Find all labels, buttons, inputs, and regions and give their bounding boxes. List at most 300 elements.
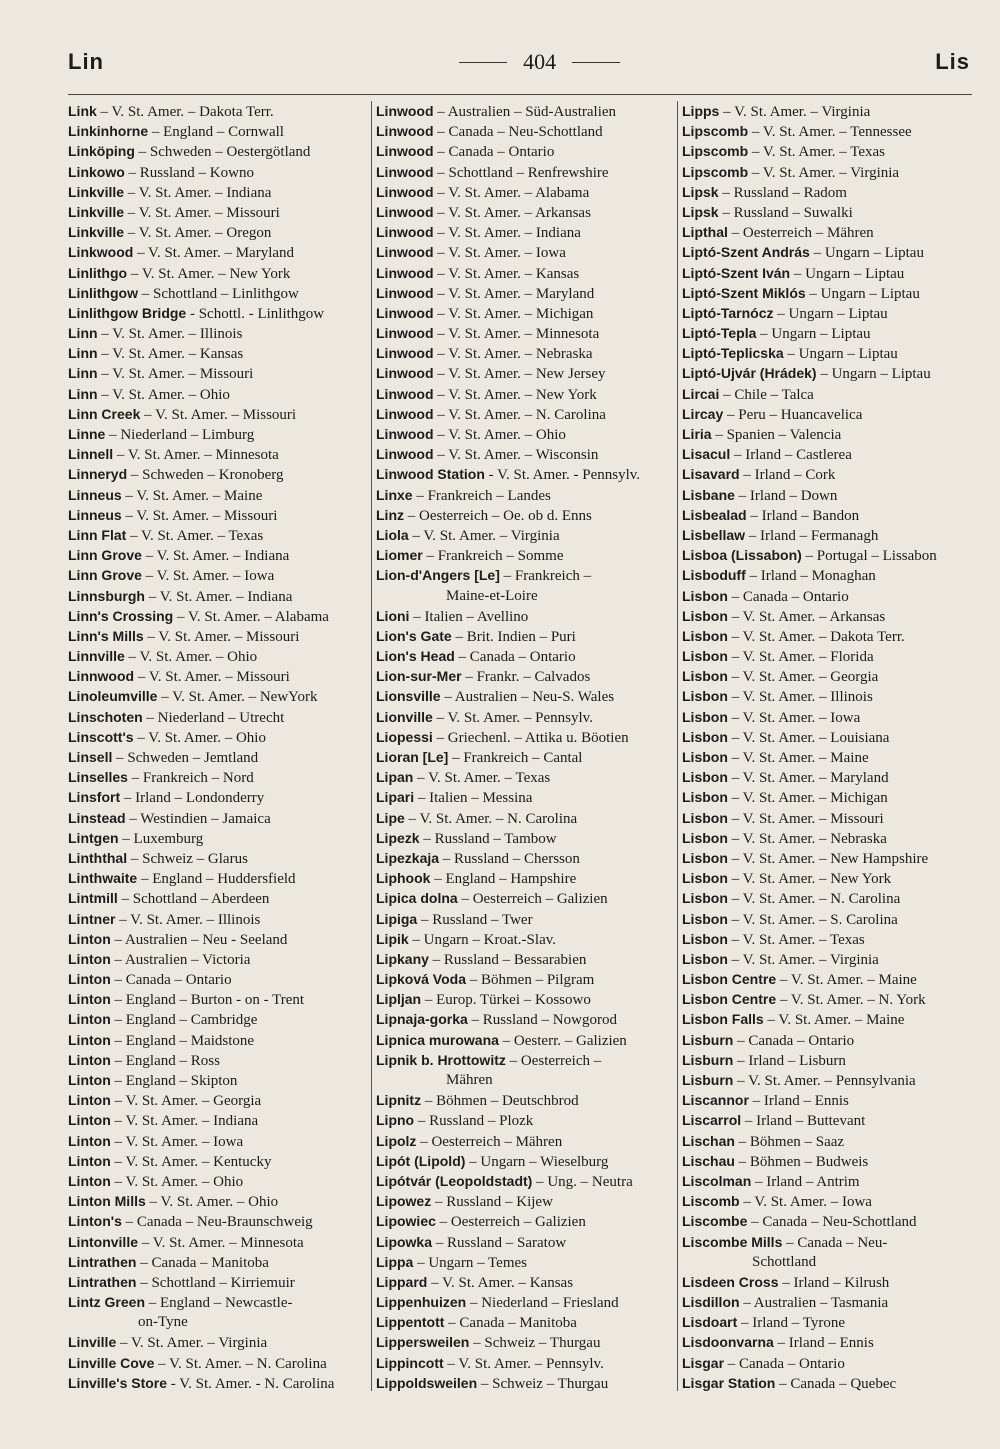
entry-location: – England – Hampshire: [430, 871, 577, 888]
gazetteer-entry: [68, 929, 364, 949]
gazetteer-entry: [682, 1353, 978, 1373]
gazetteer-entry: [376, 1090, 672, 1110]
entry-location: – Canada – Neu-Schottland: [433, 124, 603, 141]
gazetteer-entry: [682, 162, 978, 182]
entry-place-name: Lisdoart: [682, 1314, 738, 1331]
gazetteer-entry: [376, 828, 672, 848]
entry-location: - V. St. Amer. - N. Carolina: [167, 1375, 335, 1392]
entry-place-name: Linwood: [376, 103, 434, 119]
entry-place-name: Lisbon: [682, 749, 728, 765]
entry-place-name: Lipowka: [376, 1233, 433, 1250]
entry-place-name: Linton: [68, 1072, 111, 1088]
entry-place-name: Linn: [68, 365, 98, 382]
entry-location: – Niederland – Friesland: [466, 1295, 619, 1312]
header-rule-left: [459, 62, 507, 63]
entry-location: on-Tyne: [138, 1314, 188, 1331]
entry-location: – Spanien – Valencia: [711, 427, 842, 443]
entry-location: – V. St. Amer. – Texas: [727, 931, 865, 948]
entry-location: – Oesterr. – Galizien: [498, 1032, 627, 1049]
entry-location: – V. St. Amer. – N. Carolina: [433, 406, 606, 423]
entry-place-name: Lipsk: [682, 203, 719, 220]
entry-location: – Irland – Ennis: [773, 1335, 874, 1352]
entry-place-name: Lisbon: [682, 668, 728, 685]
entry-place-name: Lipik: [376, 930, 409, 947]
gazetteer-entry: [376, 1292, 672, 1312]
gazetteer-entry: [682, 565, 978, 585]
gazetteer-entry: [68, 363, 364, 383]
entry-location: – Irland – Antrim: [751, 1173, 860, 1190]
entry-location: – Schweden – Oestergötland: [134, 144, 311, 161]
entry-place-name: Lisbon: [682, 607, 728, 624]
entry-place-name: Lipan: [376, 769, 414, 786]
entry-location: – V. St. Amer. – Minnesota: [113, 447, 279, 464]
entry-place-name: Linwood: [376, 123, 434, 140]
gazetteer-entry: [682, 1191, 978, 1211]
entry-place-name: Liphook: [376, 870, 431, 887]
entry-location: – Italien – Messina: [414, 790, 533, 807]
entry-place-name: Linwood Station: [376, 466, 485, 483]
entry-place-name: Linwood: [376, 446, 434, 463]
entry-location: – Böhmen – Budweis: [734, 1153, 869, 1170]
gazetteer-entry: [68, 263, 364, 283]
entry-location: – Frankreich – Landes: [412, 487, 551, 504]
gazetteer-entry: [376, 384, 672, 404]
gazetteer-entry: [376, 202, 672, 222]
entry-location: – V. St. Amer. – Louisiana: [727, 729, 890, 746]
entry-place-name: Lisbon: [682, 829, 728, 846]
entry-place-name: Linwood: [376, 426, 434, 442]
entry-place-name: Liptó-Szent András: [682, 244, 810, 261]
entry-location: – Italien – Avellino: [409, 608, 529, 625]
entry-place-name: Linlithgo: [68, 264, 128, 281]
gazetteer-entry: [682, 485, 978, 505]
entry-place-name: Linton: [68, 1172, 111, 1189]
gazetteer-entry: [68, 485, 364, 505]
gazetteer-entry: [682, 586, 978, 606]
entry-place-name: Lisbon: [682, 789, 728, 806]
entry-location: – Ung. – Neutra: [532, 1173, 633, 1190]
entry-location: – V. St. Amer. – Alabama: [433, 184, 590, 201]
gazetteer-entry: [682, 828, 978, 848]
gazetteer-entry: [682, 1272, 978, 1292]
entry-place-name: Lipezkaja: [376, 849, 440, 866]
gazetteer-entry: [682, 747, 978, 767]
gazetteer-entry: [376, 969, 672, 989]
gazetteer-entry: [68, 1232, 364, 1252]
entry-location: – V. St. Amer. – Nebraska: [727, 830, 887, 847]
entry-location: – Böhmen – Saaz: [734, 1133, 845, 1150]
entry-location: – Europ. Türkei – Kossowo: [421, 992, 591, 1009]
gazetteer-entry: [376, 121, 672, 141]
entry-place-name: Lionsville: [376, 688, 441, 705]
entry-location: – V. St. Amer. – Ohio: [124, 649, 258, 666]
entry-location: – V. St. Amer. – Maine: [121, 487, 263, 504]
entry-place-name: Liptó-Teplicska: [682, 345, 784, 362]
entry-place-name: Lisbon: [682, 809, 728, 826]
gazetteer-entry: [682, 202, 978, 222]
gazetteer-entry: [376, 1151, 672, 1171]
gazetteer-entry: [376, 363, 672, 383]
entry-location: – V. St. Amer. – Iowa: [110, 1133, 244, 1150]
entry-location: – England – Cornwall: [148, 124, 284, 141]
gazetteer-entry: [68, 1070, 364, 1090]
entry-place-name: Liscarrol: [682, 1112, 742, 1129]
entry-location: – V. St. Amer. – Michigan: [727, 790, 888, 807]
entry-place-name: Liscombe Mills: [682, 1233, 783, 1250]
gazetteer-entry: [682, 283, 978, 303]
entry-place-name: Lisbon Centre: [682, 971, 777, 988]
entry-location: – V. St. Amer. – Virginia: [116, 1335, 268, 1352]
entry-location: – Niederland – Limburg: [105, 427, 255, 443]
entry-location: – Schweiz – Thurgau: [469, 1335, 601, 1352]
entry-location: – Ungarn – Kroat.-Slav.: [408, 931, 556, 948]
entry-location: – Canada – Ontario: [454, 649, 576, 666]
entry-location: – V. St. Amer. – Georgia: [110, 1093, 262, 1110]
entry-location: – V. St. Amer. – Indiana: [433, 225, 581, 242]
gazetteer-entry: [682, 1171, 978, 1191]
gazetteer-entry: [68, 222, 364, 242]
entry-location: – Schweiz – Thurgau: [477, 1375, 609, 1392]
entry-location: – Russland – Radom: [718, 184, 847, 201]
entry-place-name: Lisdeen Cross: [682, 1273, 779, 1290]
entry-place-name: Lisbon: [682, 870, 728, 887]
gazetteer-entry: [682, 1050, 978, 1070]
entry-place-name: Linton: [68, 930, 111, 947]
entry-place-name: Lipsk: [682, 183, 719, 200]
entry-location: – Russland – Twer: [417, 911, 533, 928]
gazetteer-entry: [68, 848, 364, 868]
entry-location: – Schottland – Kirriemuir: [136, 1274, 295, 1291]
gazetteer-entry: [68, 505, 364, 525]
gazetteer-entry: [68, 1090, 364, 1110]
entry-place-name: Linton: [68, 1112, 111, 1129]
gazetteer-entry: [682, 1090, 978, 1110]
entry-place-name: Lisbane: [682, 486, 735, 503]
gazetteer-entry: [68, 707, 364, 727]
entry-place-name: Linscott's: [68, 728, 134, 745]
entry-place-name: Linton: [68, 1132, 111, 1149]
page-number: 404: [523, 49, 557, 74]
gazetteer-entry: [68, 141, 364, 161]
gazetteer-entry: [682, 666, 978, 686]
gazetteer-entry: [682, 141, 978, 161]
entry-location: – V. St. Amer. – Texas: [413, 770, 551, 787]
entry-place-name: Linn: [68, 325, 98, 342]
gazetteer-entry: [376, 1171, 672, 1191]
entry-place-name: Lippentott: [376, 1314, 445, 1331]
gazetteer-entry: [682, 263, 978, 283]
entry-location: – Irland – Lisburn: [733, 1052, 846, 1069]
entry-place-name: Linville: [68, 1334, 117, 1351]
entry-place-name: Linxe: [376, 486, 413, 503]
entry-place-name: Lipót (Lipold): [376, 1152, 466, 1169]
entry-place-name: Linwood: [376, 365, 434, 382]
entry-place-name: Lisbon: [682, 769, 728, 786]
gazetteer-entry: [376, 1373, 672, 1393]
entry-place-name: Lion's Head: [376, 648, 455, 665]
entry-place-name: Linz: [376, 506, 404, 523]
gazetteer-entry: [68, 162, 364, 182]
entry-location: – V. St. Amer. – Maine: [776, 972, 917, 989]
entry-place-name: Lisbon: [682, 688, 728, 705]
entry-place-name: Linwood: [376, 405, 434, 422]
gazetteer-entry: [376, 343, 672, 363]
entry-place-name: Lippenhuizen: [376, 1294, 467, 1311]
entry-place-name: Linwood: [376, 385, 434, 402]
entry-place-name: Lipljan: [376, 991, 422, 1008]
entry-place-name: Lipnik b. Hrottowitz: [376, 1051, 506, 1068]
entry-location: – Canada – Manitoba: [444, 1315, 577, 1332]
gazetteer-entry: [376, 1030, 672, 1050]
entry-place-name: Lisburn: [682, 1072, 734, 1088]
gazetteer-entry: [682, 888, 978, 908]
gazetteer-entry: [376, 1232, 672, 1252]
entry-location: – V. St. Amer. – Missouri: [134, 669, 290, 686]
entry-place-name: Lisbon: [682, 708, 728, 725]
entry-location: – Oesterreich – Galizien: [457, 891, 608, 908]
entry-location: – V. St. Amer. – Kansas: [427, 1274, 574, 1291]
gazetteer-entry: [376, 182, 672, 202]
gazetteer-entry: [68, 464, 364, 484]
entry-location: – V. St. Amer. – Missouri: [140, 406, 297, 423]
entry-location: – V. St. Amer. – New Jersey: [433, 366, 606, 383]
entry-place-name: Lipowiec: [376, 1213, 436, 1230]
entry-location: – Canada – Neu-: [782, 1234, 888, 1251]
entry-location: – V. St. Amer. – Maryland: [727, 770, 889, 787]
entry-place-name: Linnwood: [68, 668, 135, 685]
entry-location: – V. St. Amer. – N. Carolina: [154, 1355, 327, 1372]
entry-location: – V. St. Amer. – Maryland: [133, 245, 295, 262]
entry-location: – V. St. Amer. – Illinois: [115, 911, 261, 928]
entry-place-name: Linn: [68, 345, 98, 362]
entry-location: – Oesterreich – Mähren: [727, 225, 874, 242]
entry-location: – Irland – Fermanagh: [745, 527, 879, 544]
entry-place-name: Lisgar: [682, 1354, 725, 1371]
entry-location: – V. St. Amer. – Missouri: [143, 628, 300, 645]
entry-place-name: Lionville: [376, 708, 433, 725]
entry-location: – V. St. Amer. – Dakota Terr.: [96, 104, 274, 120]
page-number-group: [459, 49, 620, 75]
entry-location: – Canada – Ontario: [433, 144, 555, 161]
entry-location: – Niederland – Utrecht: [142, 709, 285, 726]
entry-location: – V. St. Amer. – Indiana: [110, 1113, 259, 1130]
entry-location: – V. St. Amer. – Missouri: [124, 204, 280, 221]
gazetteer-entry: [682, 1070, 978, 1090]
entry-place-name: Lisbon: [682, 930, 728, 947]
entry-location: – V. St. Amer. – NewYork: [157, 689, 318, 706]
gazetteer-entry: [376, 666, 672, 686]
entry-location: – V. St. Amer. – Texas: [126, 527, 264, 544]
entry-place-name: Linselles: [68, 769, 128, 786]
gazetteer-entry: [376, 444, 672, 464]
entry-place-name: Lipezk: [376, 829, 420, 846]
entry-location: – V. St. Amer. – Michigan: [433, 305, 594, 322]
gazetteer-entry: [376, 525, 672, 545]
gazetteer-entry: [682, 505, 978, 525]
entry-location: – V. St. Amer. – Florida: [727, 649, 874, 666]
entry-location: – V. St. Amer. – Missouri: [97, 366, 254, 383]
entry-location: – Irland – Monaghan: [745, 568, 876, 585]
entry-place-name: Linn Grove: [68, 567, 142, 584]
entry-place-name: Lion-d'Angers [Le]: [376, 567, 500, 584]
entry-place-name: Lintgen: [68, 829, 119, 846]
entry-place-name: Lipnaja-gorka: [376, 1011, 468, 1028]
gazetteer-entry: [682, 525, 978, 545]
entry-place-name: Linnell: [68, 446, 114, 463]
entry-place-name: Linschoten: [68, 708, 143, 725]
gazetteer-entry: [682, 1151, 978, 1171]
entry-location: – Canada – Ontario: [724, 1355, 845, 1372]
gazetteer-entry: [68, 1131, 364, 1151]
entry-location: – V. St. Amer. – Nebraska: [433, 346, 593, 363]
gazetteer-entry: [68, 182, 364, 202]
gazetteer-entry: [376, 1353, 672, 1373]
entry-location: – England – Ross: [110, 1052, 220, 1069]
entry-place-name: Lischan: [682, 1132, 735, 1149]
gazetteer-entry: [682, 464, 978, 484]
entry-place-name: Lipnitz: [376, 1092, 422, 1109]
entry-place-name: Liptó-Szent Miklós: [682, 284, 806, 301]
entry-location: – Russland – Saratow: [432, 1234, 567, 1251]
entry-location: – V. St. Amer. – Georgia: [727, 669, 879, 686]
gazetteer-entry: [682, 182, 978, 202]
gazetteer-entry: [376, 929, 672, 949]
entry-location: – V. St. Amer. – Minnesota: [138, 1234, 304, 1251]
gazetteer-entry: [376, 646, 672, 666]
gazetteer-entry: [376, 686, 672, 706]
entry-place-name: Liptó-Tepla: [682, 325, 757, 342]
entry-location: – Australien – Neu - Seeland: [110, 931, 288, 948]
entry-location: Mähren: [446, 1072, 493, 1088]
gazetteer-entry: [376, 767, 672, 787]
entry-place-name: Linneus: [68, 506, 122, 523]
entry-location: – Irland – Kilrush: [778, 1274, 890, 1291]
entry-place-name: Linkwood: [68, 244, 134, 261]
gazetteer-entry: [682, 1131, 978, 1151]
gazetteer-entry: [376, 485, 672, 505]
entry-location: – Canada – Manitoba: [136, 1254, 269, 1271]
gazetteer-entry: [68, 525, 364, 545]
entry-place-name: Linton's: [68, 1213, 122, 1230]
gazetteer-entry: [68, 1151, 364, 1171]
entry-location: – Ungarn – Liptau: [773, 305, 888, 322]
entry-place-name: Linton: [68, 950, 111, 967]
gazetteer-entry: [376, 1009, 672, 1029]
entry-place-name: Lisboduff: [682, 567, 746, 584]
entry-place-name: Lisbon: [682, 910, 728, 927]
gazetteer-entry: [376, 989, 672, 1009]
gazetteer-entry: [682, 404, 978, 424]
gazetteer-entry: [68, 1252, 364, 1272]
entry-location: – Irland – Castlerea: [730, 447, 852, 464]
entry-place-name: Linwood: [376, 183, 434, 200]
gazetteer-entry: [376, 949, 672, 969]
entry-location: – Schottland – Linlithgow: [137, 285, 299, 302]
gazetteer-entry: [376, 222, 672, 242]
gazetteer-entry: [682, 384, 978, 404]
gazetteer-entry: [682, 1312, 978, 1332]
gazetteer-entry: [682, 626, 978, 646]
entry-location: – V. St. Amer. – Virginia: [727, 951, 879, 968]
entry-location: – Ungarn – Liptau: [805, 285, 920, 302]
entry-place-name: Lipari: [376, 789, 415, 806]
entry-place-name: Linton: [68, 991, 111, 1008]
gazetteer-entry: [682, 303, 978, 323]
gazetteer-entry: [68, 343, 364, 363]
entry-location: – V. St. Amer. – Maryland: [433, 285, 595, 302]
entry-place-name: Lisburn: [682, 1031, 734, 1048]
gazetteer-entry: [68, 767, 364, 787]
entry-location: – V. St. Amer. – Indiana: [145, 588, 293, 605]
entry-location: Maine-et-Loire: [446, 587, 538, 604]
gazetteer-entry: [68, 202, 364, 222]
gazetteer-entry: [68, 747, 364, 767]
entry-location: – Oesterreich – Oe. ob d. Enns: [404, 507, 592, 524]
entry-location: – Canada – Ontario: [733, 1032, 855, 1049]
entry-place-name: Linwood: [376, 304, 434, 321]
gazetteer-entry: [68, 686, 364, 706]
gazetteer-entry: [68, 646, 364, 666]
entry-place-name: Linville Cove: [68, 1354, 155, 1371]
entry-place-name: Lintrathen: [68, 1273, 137, 1290]
entry-place-name: Lisbon: [682, 728, 728, 745]
gazetteer-entry: [376, 283, 672, 303]
entry-place-name: Linkowo: [68, 163, 125, 180]
entry-location: – V. St. Amer. – Virginia: [408, 527, 560, 544]
entry-place-name: Linn's Mills: [68, 627, 144, 644]
entry-place-name: Linton: [68, 1031, 111, 1048]
gazetteer-entry: [682, 969, 978, 989]
entry-location: – Russland – Suwalki: [718, 204, 853, 221]
entry-place-name: Lintmill: [68, 890, 118, 907]
gazetteer-entry: [68, 969, 364, 989]
running-header: [68, 44, 970, 80]
entry-place-name: Lintner: [68, 910, 116, 927]
gazetteer-entry: [68, 626, 364, 646]
entry-location: – England – Huddersfield: [137, 871, 296, 888]
entry-location: – V. St. Amer. – Minnesota: [433, 326, 600, 343]
entry-location: – Ungarn – Liptau: [809, 245, 924, 262]
entry-place-name: Lisgar Station: [682, 1374, 776, 1391]
gazetteer-entry: [682, 848, 978, 868]
entry-place-name: Lipiga: [376, 910, 418, 927]
gazetteer-entry: [376, 808, 672, 828]
entry-location: - V. St. Amer. - Pennsylv.: [484, 467, 641, 484]
header-first-word: Lin: [68, 49, 104, 74]
gazetteer-entry: [682, 1211, 978, 1231]
entry-place-name: Lioran [Le]: [376, 749, 449, 765]
gazetteer-entry: [68, 1110, 364, 1130]
entry-continuation: [376, 1070, 672, 1090]
entry-location: – V. St. Amer. – Missouri: [121, 507, 278, 524]
entry-place-name: Lippincott: [376, 1354, 444, 1371]
gazetteer-entry: [682, 646, 978, 666]
entry-place-name: Linn Creek: [68, 405, 141, 422]
entry-place-name: Linton Mills: [68, 1193, 146, 1210]
gazetteer-entry: [376, 565, 672, 585]
entry-location: – V. St. Amer. – Maine: [763, 1012, 905, 1029]
entry-location: – V. St. Amer. – Illinois: [97, 326, 243, 343]
entry-location: Schottland: [752, 1253, 817, 1270]
entry-column-2: [371, 101, 672, 1391]
entry-location: – Russland – Tambow: [419, 830, 557, 847]
gazetteer-entry: [682, 949, 978, 969]
entry-location: – England – Newcastle-: [145, 1295, 293, 1312]
entry-location: – Irland – Londonderry: [120, 790, 265, 807]
gazetteer-entry: [376, 1332, 672, 1352]
entry-location: – Oesterreich – Mähren: [416, 1133, 563, 1150]
entry-place-name: Linnsburgh: [68, 587, 145, 604]
